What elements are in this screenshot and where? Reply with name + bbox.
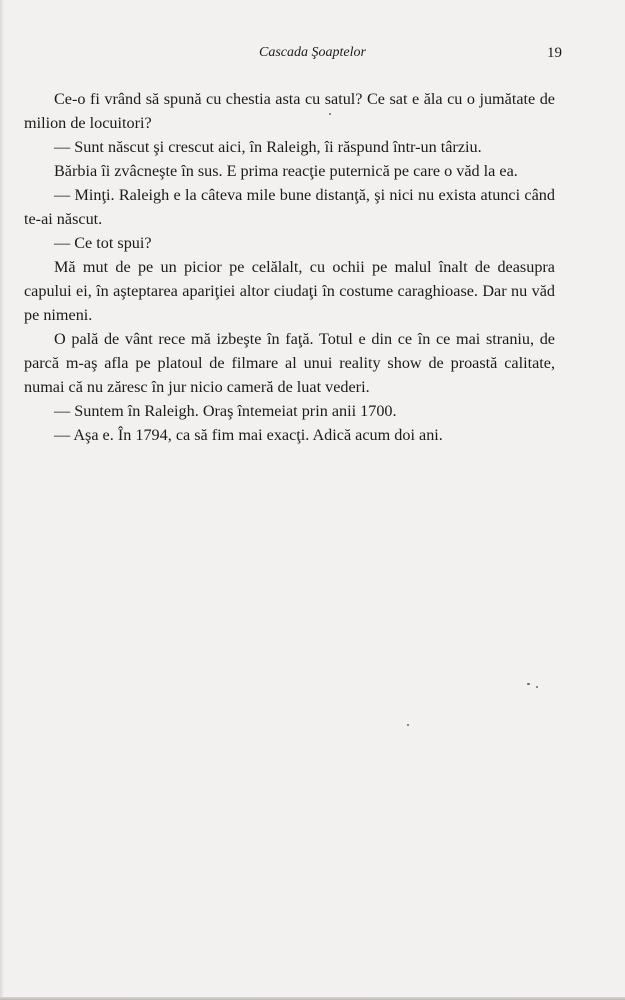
paragraph: Mă mut de pe un picior pe celălalt, cu ochii pe malul înalt de deasupra capului ei, în aşteptarea apariţiei altor ciudaţi în costume caraghioase. Dar nu văd pe nimeni.	[24, 258, 555, 324]
scan-speck	[407, 724, 409, 726]
paragraph: — Sunt născut şi crescut aici, în Raleigh, îi răspund într-un târziu.	[54, 138, 482, 156]
paragraph: — Aşa e. În 1794, ca să fim mai exacţi. Adică acum doi ani.	[54, 426, 443, 444]
paragraph: Ce-o fi vrând să spună cu chestia asta cu satul? Ce sat e ăla cu o jumătate de milion de locuitori?	[24, 90, 555, 132]
running-title: Cascada Şoaptelor	[259, 45, 366, 60]
paragraph: — Ce tot spui?	[54, 234, 152, 252]
paragraph: — Suntem în Raleigh. Oraş întemeiat prin anii 1700.	[54, 402, 397, 420]
page-number: 19	[547, 45, 562, 61]
body-text	[24, 87, 555, 447]
page-gutter-shadow	[0, 0, 4, 1000]
page-header	[20, 43, 605, 63]
paragraph: O pală de vânt rece mă izbeşte în faţă. Totul e din ce în ce mai straniu, de parcă m-aş afla pe platoul de filmare al unui reality show de proastă calitate, numai că nu zăresc în jur nicio cameră de luat vederi.	[24, 330, 555, 396]
paragraph: Bărbia îi zvâcneşte în sus. E prima reacţie puternică pe care o văd la ea.	[54, 162, 518, 180]
scan-speck	[527, 683, 530, 685]
scan-speck	[329, 113, 331, 115]
scan-speck	[536, 686, 538, 688]
paragraph: — Minţi. Raleigh e la câteva mile bune distanţă, şi nici nu exista atunci când te-ai născut.	[24, 186, 555, 228]
